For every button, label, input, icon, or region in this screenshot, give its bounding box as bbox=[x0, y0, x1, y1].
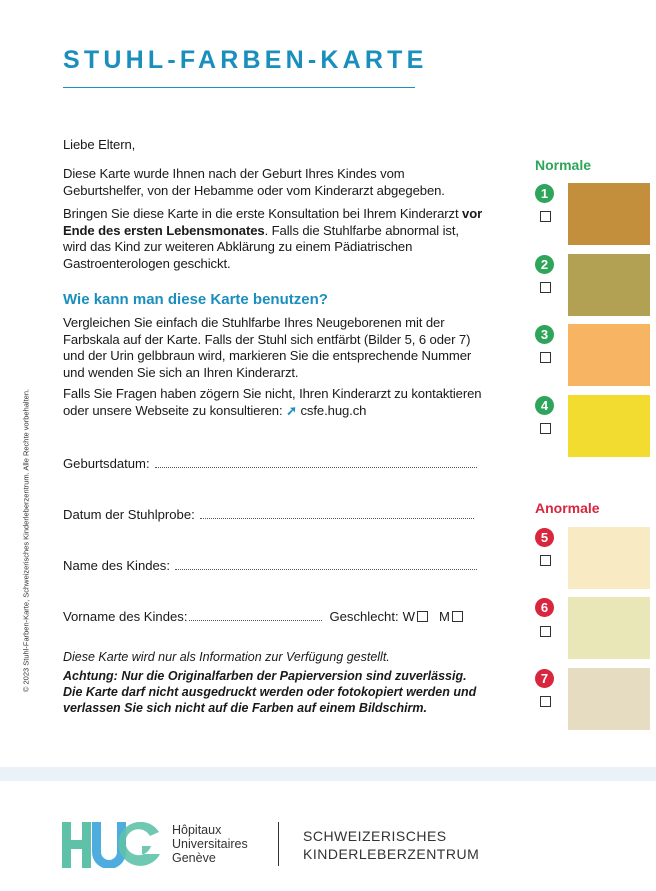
sex-m-label: M bbox=[438, 609, 450, 624]
side-copyright: © 2023 Stuhl-Farben-Karte, Schweizerisches Kinderleberzentrum. Alle Rechte vorbehalten. bbox=[21, 388, 31, 693]
center-name bbox=[303, 827, 479, 863]
child-firstname-field[interactable] bbox=[189, 619, 322, 621]
color-swatch-5 bbox=[568, 527, 650, 589]
warning-note: Achtung: Nur die Originalfarben der Papierversion sind zuverlässig. Die Karte darf nicht ausgedruckt werden oder fotokopiert werden und verlassen Sie sich nicht auf die Farben auf einem Bildschirm. bbox=[63, 669, 477, 715]
child-name-label: Name des Kindes: bbox=[63, 558, 170, 573]
sample-date-row bbox=[63, 507, 474, 522]
birthdate-row bbox=[63, 456, 477, 471]
page-title: STUHL-FARBEN-KARTE bbox=[63, 46, 428, 74]
normal-label: Normale bbox=[535, 157, 592, 173]
swatch-number-1: 1 bbox=[535, 184, 554, 203]
sample-date-field[interactable] bbox=[200, 517, 474, 519]
swatch-number-3: 3 bbox=[535, 325, 554, 344]
child-firstname-row bbox=[63, 609, 463, 624]
usage-heading: Wie kann man diese Karte benutzen? bbox=[63, 291, 328, 308]
swatch-number-4: 4 bbox=[535, 396, 554, 415]
child-name-field[interactable] bbox=[175, 568, 477, 570]
contact-text: Falls Sie Fragen haben zögern Sie nicht, Ihren Kinderarzt zu kontaktieren oder unsere Webseite zu konsultieren: bbox=[63, 386, 482, 418]
swatch-checkbox-4[interactable] bbox=[540, 423, 551, 434]
sex-w-checkbox[interactable] bbox=[417, 611, 428, 622]
color-swatch-7 bbox=[568, 668, 650, 730]
usage-paragraph: Vergleichen Sie einfach die Stuhlfarbe Ihres Neugeborenen mit der Farbskala auf der Karte. Falls der Stuhl sich entfärbt (Bilder 5, 6 oder 7) und der Urin gelbbraun wird, markieren Sie die entsprechende Nummer und wenden Sie sich an Ihren Kinderarzt. bbox=[63, 315, 472, 380]
swatch-checkbox-5[interactable] bbox=[540, 555, 551, 566]
consultation-paragraph bbox=[63, 206, 483, 272]
website-link[interactable]: csfe.hug.ch bbox=[300, 402, 367, 418]
hospital-line-3: Genève bbox=[172, 851, 216, 865]
consultation-text-end: . Falls die Stuhlfarbe abnormal ist, wird das Kind zur weiteren Abklärung zu einem Pädiatrischen Gastroenterologen geschickt. bbox=[63, 222, 459, 271]
swatch-number-5: 5 bbox=[535, 528, 554, 547]
color-swatch-1 bbox=[568, 183, 650, 245]
contact-paragraph bbox=[63, 386, 483, 419]
sex-w-label: W bbox=[402, 609, 415, 624]
color-swatch-2 bbox=[568, 254, 650, 316]
hospital-name bbox=[172, 823, 248, 865]
hospital-line-2: Universitaires bbox=[172, 837, 248, 851]
birthdate-field[interactable] bbox=[155, 466, 477, 468]
sex-m-checkbox[interactable] bbox=[452, 611, 463, 622]
swatch-checkbox-2[interactable] bbox=[540, 282, 551, 293]
swatch-checkbox-7[interactable] bbox=[540, 696, 551, 707]
swatch-checkbox-6[interactable] bbox=[540, 626, 551, 637]
swatch-checkbox-3[interactable] bbox=[540, 352, 551, 363]
consultation-deadline: vor Ende des ersten Lebensmonates bbox=[63, 206, 483, 238]
hug-logo bbox=[62, 822, 160, 868]
center-line-2: KINDERLEBERZENTRUM bbox=[303, 846, 480, 862]
abnormal-label: Anormale bbox=[535, 500, 600, 516]
greeting: Liebe Eltern, bbox=[63, 137, 136, 152]
child-name-row bbox=[63, 558, 477, 573]
footer-band bbox=[0, 767, 656, 781]
color-swatch-4 bbox=[568, 395, 650, 457]
consultation-text-start: Bringen Sie diese Karte in die erste Konsultation bei Ihrem Kinderarzt bbox=[63, 206, 463, 221]
info-note: Diese Karte wird nur als Information zur Verfügung gestellt. bbox=[63, 650, 390, 664]
birthdate-label: Geburtsdatum: bbox=[63, 456, 150, 471]
hospital-line-1: Hôpitaux bbox=[172, 823, 222, 837]
swatch-checkbox-1[interactable] bbox=[540, 211, 551, 222]
link-arrow-icon: ➚ bbox=[286, 402, 297, 418]
color-swatch-3 bbox=[568, 324, 650, 386]
title-underline bbox=[63, 87, 415, 88]
swatch-number-2: 2 bbox=[535, 255, 554, 274]
swatch-number-6: 6 bbox=[535, 598, 554, 617]
color-swatch-6 bbox=[568, 597, 650, 659]
logo-divider bbox=[278, 822, 279, 866]
sex-label: Geschlecht: bbox=[329, 609, 399, 624]
intro-paragraph: Diese Karte wurde Ihnen nach der Geburt Ihres Kindes vom Geburtshelfer, von der Hebamme oder vom Kinderarzt abgegeben. bbox=[63, 166, 445, 198]
center-line-1: SCHWEIZERISCHES bbox=[303, 828, 447, 844]
child-firstname-label: Vorname des Kindes: bbox=[63, 609, 188, 624]
sample-date-label: Datum der Stuhlprobe: bbox=[63, 507, 195, 522]
swatch-number-7: 7 bbox=[535, 669, 554, 688]
